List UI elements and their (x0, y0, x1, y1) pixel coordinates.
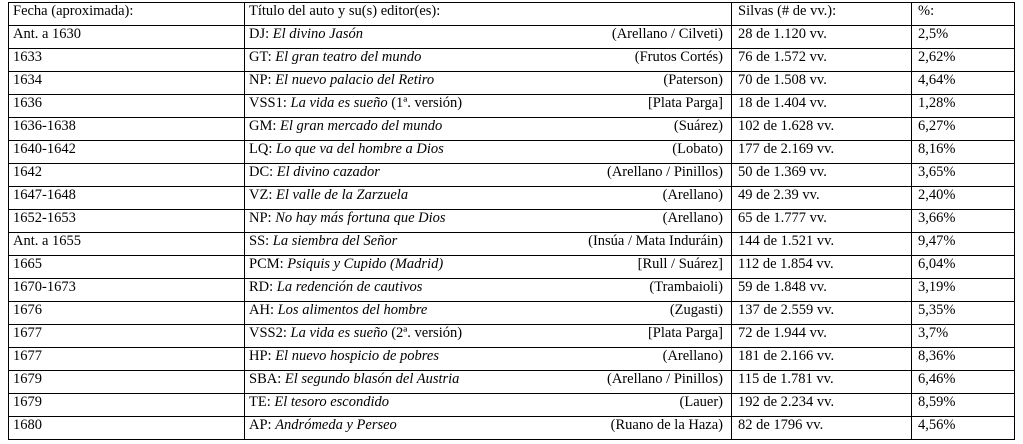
auto-title-suffix: (1ª. versión) (387, 95, 463, 111)
pct-text: 9,47% (918, 233, 956, 249)
editor-text: (Arellano / Cilveti) (611, 26, 723, 42)
table-row (9, 394, 1015, 417)
auto-code: NP: (249, 210, 276, 226)
date-text: 1642 (13, 164, 42, 180)
pct-cell (912, 95, 1015, 118)
auto-title: La redención de cautivos (276, 279, 423, 295)
date-cell (9, 325, 245, 348)
header-silvas: Silvas (# de vv.): (732, 3, 912, 26)
silvas-text: 137 de 2.559 vv. (738, 302, 835, 318)
pct-text: 8,36% (918, 348, 956, 364)
editor-text: (Arellano) (662, 187, 723, 203)
title-cell (245, 233, 732, 256)
auto-code: PCM: (249, 256, 288, 272)
silvas-cell (732, 210, 912, 233)
editor-text: [Plata Parga] (647, 325, 723, 341)
silvas-cell (732, 26, 912, 49)
pct-cell (912, 256, 1015, 279)
title-cell (245, 26, 732, 49)
pct-cell (912, 187, 1015, 210)
pct-text: 6,27% (918, 118, 956, 134)
pct-text: 2,62% (918, 49, 956, 65)
pct-text: 1,28% (918, 95, 956, 111)
title-cell (245, 118, 732, 141)
date-text: 1636 (13, 95, 42, 111)
silvas-cell (732, 141, 912, 164)
title-cell (245, 371, 732, 394)
editor-text: (Lauer) (679, 394, 723, 410)
silvas-text: 76 de 1.572 vv. (738, 49, 827, 65)
title-cell (245, 348, 732, 371)
silvas-cell (732, 72, 912, 95)
silvas-text: 177 de 2.169 vv. (738, 141, 835, 157)
silvas-text: 181 de 2.166 vv. (738, 348, 835, 364)
silvas-text: 72 de 1.944 vv. (738, 325, 827, 341)
table-row (9, 302, 1015, 325)
pct-text: 8,16% (918, 141, 956, 157)
editor-text: (Arellano / Pinillos) (607, 371, 723, 387)
pct-cell (912, 302, 1015, 325)
pct-cell (912, 72, 1015, 95)
auto-code: GT: (249, 49, 276, 65)
date-text: 1636-1638 (13, 118, 76, 134)
auto-code: RD: (249, 279, 277, 295)
auto-title: El segundo blasón del Austria (284, 371, 460, 387)
editor-text: (Lobato) (672, 141, 723, 157)
title-cell (245, 141, 732, 164)
table-row (9, 49, 1015, 72)
date-cell (9, 279, 245, 302)
auto-title: Los alimentos del hombre (277, 302, 428, 318)
silvas-text: 144 de 1.521 vv. (738, 233, 835, 249)
date-cell (9, 187, 245, 210)
date-text: Ant. a 1655 (13, 233, 82, 249)
silvas-text: 70 de 1.508 vv. (738, 72, 827, 88)
auto-title: No hay más fortuna que Dios (275, 210, 446, 226)
silvas-cell (732, 279, 912, 302)
date-cell (9, 95, 245, 118)
table-row (9, 371, 1015, 394)
silvas-cell (732, 394, 912, 417)
header-pct: %: (912, 3, 1015, 26)
auto-title: El gran teatro del mundo (275, 49, 422, 65)
auto-title: La vida es sueño (290, 95, 388, 111)
pct-cell (912, 394, 1015, 417)
table-row (9, 417, 1015, 440)
date-text: 1679 (13, 394, 42, 410)
date-text: 1670-1673 (13, 279, 76, 295)
date-text: 1634 (13, 72, 42, 88)
pct-text: 3,65% (918, 164, 956, 180)
auto-title: El nuevo hospicio de pobres (275, 348, 439, 364)
date-text: 1677 (13, 325, 42, 341)
date-cell (9, 256, 245, 279)
date-cell (9, 348, 245, 371)
title-cell (245, 95, 732, 118)
silvas-cell (732, 233, 912, 256)
pct-text: 8,59% (918, 394, 956, 410)
auto-code: GM: (249, 118, 281, 134)
silvas-text: 59 de 1.848 vv. (738, 279, 827, 295)
table-row (9, 26, 1015, 49)
auto-title: El tesoro escondido (274, 394, 390, 410)
auto-title: La vida es sueño (290, 325, 388, 341)
pct-text: 3,7% (918, 325, 949, 341)
editor-text: (Paterson) (663, 72, 723, 88)
title-cell (245, 210, 732, 233)
auto-code: DC: (249, 164, 277, 180)
title-cell (245, 49, 732, 72)
pct-cell (912, 325, 1015, 348)
silvas-text: 112 de 1.854 vv. (738, 256, 834, 272)
silvas-text: 82 de 1796 vv. (738, 417, 824, 433)
editor-text: [Plata Parga] (647, 95, 723, 111)
editor-text: (Arellano) (662, 348, 723, 364)
auto-code: NP: (249, 72, 276, 88)
table-row (9, 348, 1015, 371)
date-cell (9, 302, 245, 325)
table-row (9, 141, 1015, 164)
editor-text: (Arellano / Pinillos) (607, 164, 723, 180)
title-cell (245, 417, 732, 440)
date-text: 1676 (13, 302, 42, 318)
pct-text: 3,19% (918, 279, 956, 295)
auto-code: HP: (249, 348, 276, 364)
title-cell (245, 164, 732, 187)
date-cell (9, 210, 245, 233)
pct-text: 4,56% (918, 417, 956, 433)
date-cell (9, 233, 245, 256)
silvas-table (8, 2, 1015, 440)
table-row (9, 164, 1015, 187)
pct-text: 3,66% (918, 210, 956, 226)
silvas-cell (732, 371, 912, 394)
silvas-cell (732, 118, 912, 141)
date-text: 1647-1648 (13, 187, 76, 203)
table-row (9, 256, 1015, 279)
silvas-cell (732, 417, 912, 440)
table-header-row (9, 3, 1015, 26)
editor-text: (Zugasti) (669, 302, 723, 318)
title-cell (245, 394, 732, 417)
table-row (9, 325, 1015, 348)
auto-code: AP: (249, 417, 276, 433)
silvas-text: 50 de 1.369 vv. (738, 164, 827, 180)
date-cell (9, 118, 245, 141)
auto-code: SBA: (249, 371, 285, 387)
auto-title-suffix: (2ª. versión) (387, 325, 463, 341)
pct-text: 6,46% (918, 371, 956, 387)
pct-cell (912, 118, 1015, 141)
auto-title: El valle de la Zarzuela (275, 187, 409, 203)
auto-code: SS: (249, 233, 273, 249)
silvas-text: 115 de 1.781 vv. (738, 371, 834, 387)
pct-text: 2,5% (918, 26, 949, 42)
auto-code: DJ: (249, 26, 273, 42)
title-cell (245, 256, 732, 279)
auto-title: La siembra del Señor (272, 233, 398, 249)
table-row (9, 210, 1015, 233)
auto-code: TE: (249, 394, 275, 410)
pct-cell (912, 210, 1015, 233)
pct-text: 5,35% (918, 302, 956, 318)
date-cell (9, 49, 245, 72)
silvas-cell (732, 325, 912, 348)
auto-title: Lo que va del hombre a Dios (275, 141, 444, 157)
auto-code: LQ: (249, 141, 276, 157)
title-cell (245, 72, 732, 95)
editor-text: (Ruano de la Haza) (610, 417, 723, 433)
auto-code: AH: (249, 302, 278, 318)
editor-text: (Suárez) (673, 118, 723, 134)
date-text: 1640-1642 (13, 141, 76, 157)
pct-cell (912, 141, 1015, 164)
editor-text: (Trambaioli) (649, 279, 723, 295)
auto-code: VSS2: (249, 325, 291, 341)
date-text: 1679 (13, 371, 42, 387)
auto-title: El divino Jasón (272, 26, 363, 42)
title-cell (245, 187, 732, 210)
editor-text: (Frutos Cortés) (634, 49, 723, 65)
silvas-text: 65 de 1.777 vv. (738, 210, 827, 226)
auto-title: Psiquis y Cupido (Madrid) (287, 256, 444, 272)
table-row (9, 72, 1015, 95)
table-row (9, 233, 1015, 256)
pct-cell (912, 164, 1015, 187)
title-cell (245, 279, 732, 302)
date-cell (9, 417, 245, 440)
silvas-cell (732, 302, 912, 325)
editor-text: [Rull / Suárez] (637, 256, 723, 272)
pct-text: 2,40% (918, 187, 956, 203)
pct-cell (912, 49, 1015, 72)
date-text: Ant. a 1630 (13, 26, 82, 42)
editor-text: (Insúa / Mata Induráin) (588, 233, 723, 249)
date-text: 1652-1653 (13, 210, 76, 226)
silvas-cell (732, 95, 912, 118)
silvas-text: 18 de 1.404 vv. (738, 95, 827, 111)
editor-text: (Arellano) (662, 210, 723, 226)
date-text: 1633 (13, 49, 42, 65)
title-cell (245, 302, 732, 325)
silvas-text: 28 de 1.120 vv. (738, 26, 827, 42)
header-date: Fecha (aproximada): (9, 3, 245, 26)
date-cell (9, 164, 245, 187)
pct-cell (912, 26, 1015, 49)
silvas-cell (732, 256, 912, 279)
table-row (9, 118, 1015, 141)
table-body (9, 26, 1015, 440)
pct-cell (912, 371, 1015, 394)
auto-code: VSS1: (249, 95, 291, 111)
silvas-text: 102 de 1.628 vv. (738, 118, 835, 134)
date-text: 1680 (13, 417, 42, 433)
silvas-text: 49 de 2.39 vv. (738, 187, 820, 203)
auto-title: El gran mercado del mundo (280, 118, 443, 134)
date-cell (9, 141, 245, 164)
title-cell (245, 325, 732, 348)
pct-cell (912, 348, 1015, 371)
silvas-text: 192 de 2.234 vv. (738, 394, 835, 410)
silvas-cell (732, 49, 912, 72)
auto-title: Andrómeda y Perseo (275, 417, 397, 433)
pct-text: 4,64% (918, 72, 956, 88)
silvas-cell (732, 164, 912, 187)
pct-cell (912, 233, 1015, 256)
date-cell (9, 72, 245, 95)
table-row (9, 95, 1015, 118)
date-cell (9, 371, 245, 394)
silvas-cell (732, 348, 912, 371)
date-cell (9, 26, 245, 49)
header-title: Título del auto y su(s) editor(es): (245, 3, 732, 26)
silvas-cell (732, 187, 912, 210)
date-text: 1665 (13, 256, 42, 272)
pct-text: 6,04% (918, 256, 956, 272)
auto-title: El nuevo palacio del Retiro (275, 72, 435, 88)
auto-title: El divino cazador (276, 164, 380, 180)
pct-cell (912, 279, 1015, 302)
date-text: 1677 (13, 348, 42, 364)
table-row (9, 187, 1015, 210)
date-cell (9, 394, 245, 417)
auto-code: VZ: (249, 187, 276, 203)
table-row (9, 279, 1015, 302)
pct-cell (912, 417, 1015, 440)
